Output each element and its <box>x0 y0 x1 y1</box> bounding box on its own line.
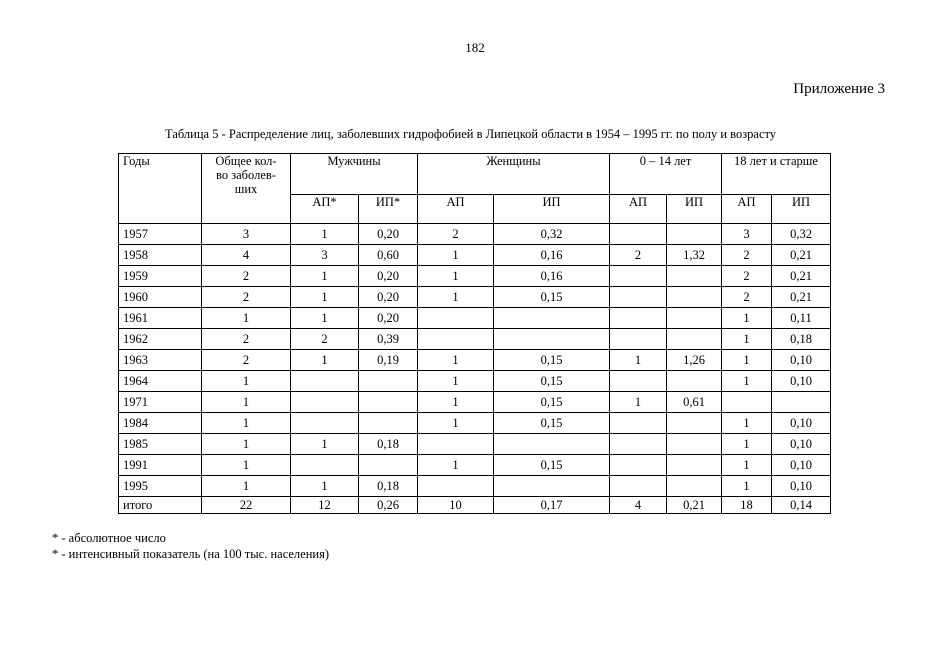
cell-year: 1991 <box>119 455 202 476</box>
cell-women-ip: 0,15 <box>494 350 610 371</box>
cell-total: 1 <box>202 455 291 476</box>
cell-men-ip: 0,18 <box>359 476 418 497</box>
cell-age-18-ap: 1 <box>722 476 772 497</box>
cell-age-18-ap: 1 <box>722 413 772 434</box>
cell-total: 2 <box>202 350 291 371</box>
header-total-line-3: ших <box>234 182 258 196</box>
cell-women-ap: 1 <box>418 287 494 308</box>
cell-age-0-14-ap <box>610 266 667 287</box>
header-age-0-14: 0 – 14 лет <box>610 154 722 195</box>
header-age-18-ip: ИП <box>772 195 831 224</box>
footnotes <box>52 530 329 562</box>
cell-men-ap: 12 <box>291 497 359 514</box>
cell-total: 4 <box>202 245 291 266</box>
cell-men-ap: 2 <box>291 329 359 350</box>
cell-age-0-14-ip: 1,26 <box>667 350 722 371</box>
cell-total: 1 <box>202 413 291 434</box>
cell-women-ap: 1 <box>418 413 494 434</box>
header-age-0-14-ip: ИП <box>667 195 722 224</box>
cell-women-ap <box>418 329 494 350</box>
header-year: Годы <box>119 154 202 224</box>
cell-age-18-ap: 2 <box>722 245 772 266</box>
cell-women-ip: 0,32 <box>494 224 610 245</box>
table-row <box>119 455 831 476</box>
cell-age-18-ap: 1 <box>722 371 772 392</box>
cell-age-0-14-ip <box>667 434 722 455</box>
header-women-ip: ИП <box>494 195 610 224</box>
table-row <box>119 287 831 308</box>
header-row-1 <box>119 154 831 195</box>
cell-age-0-14-ap <box>610 455 667 476</box>
cell-year: 1960 <box>119 287 202 308</box>
cell-year: 1964 <box>119 371 202 392</box>
cell-age-18-ap: 1 <box>722 350 772 371</box>
cell-total: 1 <box>202 476 291 497</box>
cell-men-ip <box>359 392 418 413</box>
cell-age-18-ip: 0,10 <box>772 371 831 392</box>
cell-women-ap: 1 <box>418 455 494 476</box>
cell-women-ip <box>494 308 610 329</box>
cell-age-0-14-ip: 0,21 <box>667 497 722 514</box>
cell-age-0-14-ap <box>610 413 667 434</box>
cell-age-18-ap: 1 <box>722 329 772 350</box>
cell-age-0-14-ip <box>667 308 722 329</box>
cell-age-18-ip: 0,14 <box>772 497 831 514</box>
cell-age-18-ip: 0,21 <box>772 266 831 287</box>
cell-age-0-14-ip: 1,32 <box>667 245 722 266</box>
cell-total: 1 <box>202 308 291 329</box>
cell-age-0-14-ap: 1 <box>610 350 667 371</box>
cell-men-ap: 1 <box>291 308 359 329</box>
cell-year: 1995 <box>119 476 202 497</box>
cell-age-0-14-ip <box>667 371 722 392</box>
cell-women-ap <box>418 476 494 497</box>
cell-men-ip: 0,26 <box>359 497 418 514</box>
cell-men-ap: 3 <box>291 245 359 266</box>
cell-women-ip <box>494 434 610 455</box>
cell-age-0-14-ap <box>610 476 667 497</box>
cell-age-0-14-ip <box>667 476 722 497</box>
cell-year: итого <box>119 497 202 514</box>
cell-total: 1 <box>202 434 291 455</box>
cell-men-ap: 1 <box>291 266 359 287</box>
cell-men-ip: 0,20 <box>359 266 418 287</box>
header-age-18-plus: 18 лет и старше <box>722 154 831 195</box>
cell-age-0-14-ap <box>610 434 667 455</box>
cell-year: 1984 <box>119 413 202 434</box>
cell-women-ap: 2 <box>418 224 494 245</box>
data-table <box>118 153 831 514</box>
table-row <box>119 392 831 413</box>
cell-men-ap <box>291 392 359 413</box>
cell-year: 1962 <box>119 329 202 350</box>
page-number: 182 <box>465 40 485 55</box>
cell-age-0-14-ap <box>610 371 667 392</box>
cell-women-ap: 1 <box>418 266 494 287</box>
appendix-label: Приложение 3 <box>793 81 885 97</box>
cell-age-18-ip: 0,21 <box>772 245 831 266</box>
cell-women-ip: 0,15 <box>494 413 610 434</box>
cell-age-0-14-ap: 4 <box>610 497 667 514</box>
cell-men-ip: 0,20 <box>359 308 418 329</box>
cell-age-18-ap: 18 <box>722 497 772 514</box>
cell-age-0-14-ip <box>667 287 722 308</box>
table-row <box>119 434 831 455</box>
cell-year: 1963 <box>119 350 202 371</box>
cell-men-ip: 0,20 <box>359 224 418 245</box>
table-row <box>119 476 831 497</box>
cell-age-0-14-ip <box>667 455 722 476</box>
cell-men-ap: 1 <box>291 476 359 497</box>
cell-women-ap <box>418 434 494 455</box>
cell-age-18-ap <box>722 392 772 413</box>
cell-age-18-ip: 0,10 <box>772 413 831 434</box>
cell-women-ip <box>494 476 610 497</box>
cell-age-18-ip: 0,10 <box>772 434 831 455</box>
cell-age-0-14-ip: 0,61 <box>667 392 722 413</box>
cell-men-ip: 0,60 <box>359 245 418 266</box>
table-body <box>119 224 831 514</box>
cell-year: 1959 <box>119 266 202 287</box>
cell-total: 1 <box>202 371 291 392</box>
footnote-intensive: * - интенсивный показатель (на 100 тыс. населения) <box>52 547 330 561</box>
cell-men-ap <box>291 371 359 392</box>
cell-age-18-ip: 0,18 <box>772 329 831 350</box>
cell-year: 1971 <box>119 392 202 413</box>
cell-men-ap: 1 <box>291 434 359 455</box>
table-row <box>119 245 831 266</box>
cell-total: 2 <box>202 266 291 287</box>
cell-men-ap <box>291 455 359 476</box>
cell-age-0-14-ap <box>610 329 667 350</box>
cell-age-0-14-ap: 2 <box>610 245 667 266</box>
cell-age-0-14-ap <box>610 308 667 329</box>
cell-men-ip: 0,19 <box>359 350 418 371</box>
header-total <box>202 154 291 224</box>
table-row <box>119 329 831 350</box>
cell-age-18-ap: 1 <box>722 455 772 476</box>
cell-women-ap <box>418 308 494 329</box>
cell-age-0-14-ap: 1 <box>610 392 667 413</box>
cell-men-ap: 1 <box>291 224 359 245</box>
cell-total: 2 <box>202 287 291 308</box>
cell-total: 1 <box>202 392 291 413</box>
cell-women-ap: 1 <box>418 392 494 413</box>
cell-women-ap: 1 <box>418 350 494 371</box>
cell-men-ap: 1 <box>291 287 359 308</box>
cell-women-ap: 10 <box>418 497 494 514</box>
cell-women-ip: 0,15 <box>494 287 610 308</box>
cell-women-ip <box>494 329 610 350</box>
cell-men-ip <box>359 371 418 392</box>
cell-women-ip: 0,15 <box>494 371 610 392</box>
cell-men-ip: 0,39 <box>359 329 418 350</box>
cell-total: 3 <box>202 224 291 245</box>
header-women: Женщины <box>418 154 610 195</box>
cell-year: 1985 <box>119 434 202 455</box>
cell-age-18-ap: 1 <box>722 434 772 455</box>
cell-women-ip: 0,16 <box>494 266 610 287</box>
cell-men-ip <box>359 455 418 476</box>
cell-age-18-ip: 0,10 <box>772 350 831 371</box>
cell-women-ip: 0,15 <box>494 455 610 476</box>
cell-women-ip: 0,17 <box>494 497 610 514</box>
header-total-line-2: во заболев- <box>216 168 276 182</box>
header-age-18-ap: АП <box>722 195 772 224</box>
cell-men-ip <box>359 413 418 434</box>
table-row <box>119 308 831 329</box>
cell-women-ap: 1 <box>418 371 494 392</box>
table-row <box>119 266 831 287</box>
table-row <box>119 350 831 371</box>
header-men-ap: АП* <box>291 195 359 224</box>
table-row <box>119 224 831 245</box>
cell-year: 1957 <box>119 224 202 245</box>
header-age-0-14-ap: АП <box>610 195 667 224</box>
cell-age-0-14-ip <box>667 413 722 434</box>
header-men: Мужчины <box>291 154 418 195</box>
cell-year: 1958 <box>119 245 202 266</box>
cell-age-0-14-ip <box>667 224 722 245</box>
header-women-ap: АП <box>418 195 494 224</box>
table-row <box>119 413 831 434</box>
cell-year: 1961 <box>119 308 202 329</box>
cell-age-18-ip: 0,32 <box>772 224 831 245</box>
cell-age-18-ap: 1 <box>722 308 772 329</box>
cell-age-18-ap: 2 <box>722 287 772 308</box>
cell-age-18-ip <box>772 392 831 413</box>
footnote-absolute: * - абсолютное число <box>52 531 166 545</box>
cell-age-18-ip: 0,11 <box>772 308 831 329</box>
cell-women-ap: 1 <box>418 245 494 266</box>
cell-age-0-14-ap <box>610 287 667 308</box>
cell-men-ap <box>291 413 359 434</box>
cell-men-ap: 1 <box>291 350 359 371</box>
cell-age-18-ap: 3 <box>722 224 772 245</box>
cell-total: 2 <box>202 329 291 350</box>
cell-age-18-ip: 0,10 <box>772 455 831 476</box>
cell-women-ip: 0,15 <box>494 392 610 413</box>
total-row <box>119 497 831 514</box>
cell-women-ip: 0,16 <box>494 245 610 266</box>
cell-age-0-14-ap <box>610 224 667 245</box>
table-row <box>119 371 831 392</box>
cell-men-ip: 0,20 <box>359 287 418 308</box>
cell-age-18-ap: 2 <box>722 266 772 287</box>
cell-age-0-14-ip <box>667 266 722 287</box>
cell-men-ip: 0,18 <box>359 434 418 455</box>
header-total-line-1: Общее кол- <box>215 154 277 168</box>
header-men-ip: ИП* <box>359 195 418 224</box>
cell-total: 22 <box>202 497 291 514</box>
table-caption: Таблица 5 - Распределение лиц, заболевших гидрофобией в Липецкой области в 1954 – 1995 гг. по полу и возрасту <box>165 127 777 141</box>
cell-age-0-14-ip <box>667 329 722 350</box>
cell-age-18-ip: 0,21 <box>772 287 831 308</box>
cell-age-18-ip: 0,10 <box>772 476 831 497</box>
